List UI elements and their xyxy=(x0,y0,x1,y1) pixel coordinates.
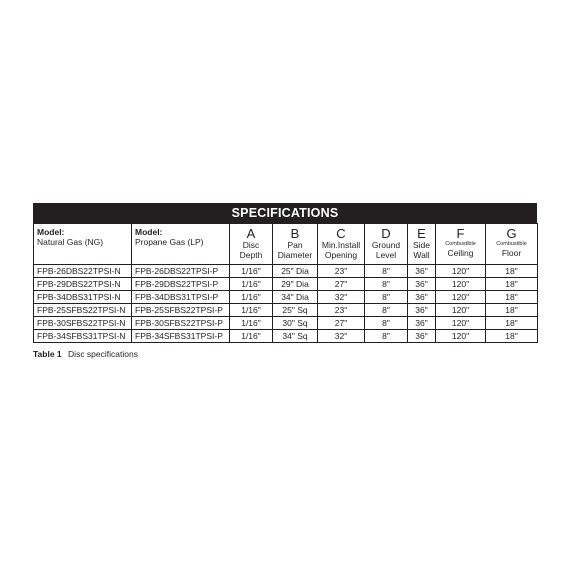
header-f-combustible-ceiling xyxy=(436,224,486,265)
table-row xyxy=(34,278,538,291)
side-wall-cell: 36" xyxy=(408,330,436,343)
ng-model-cell: FPB-29DBS22TPSI-N xyxy=(34,278,132,291)
combustible-ceiling-cell: 120" xyxy=(436,317,486,330)
table-row xyxy=(34,304,538,317)
ground-level-cell: 8" xyxy=(365,330,408,343)
specifications-table xyxy=(33,223,538,343)
combustible-ceiling-cell: 120" xyxy=(436,304,486,317)
table-row xyxy=(34,265,538,278)
header-e-side-wall xyxy=(408,224,436,265)
header-line1: Combustible xyxy=(496,241,527,247)
header-line1: Side xyxy=(412,240,430,250)
combustible-ceiling-cell: 120" xyxy=(436,278,486,291)
combustible-ceiling-cell: 120" xyxy=(436,265,486,278)
header-line2: Level xyxy=(375,250,397,260)
lp-model-cell: FPB-30SFBS22TPSI-P xyxy=(132,317,230,330)
combustible-ceiling-cell: 120" xyxy=(436,330,486,343)
side-wall-cell: 36" xyxy=(408,304,436,317)
side-wall-cell: 36" xyxy=(408,317,436,330)
header-letter: E xyxy=(417,226,426,241)
lp-model-value: Propane Gas (LP) xyxy=(135,237,204,247)
ground-level-cell: 8" xyxy=(365,265,408,278)
disc-depth-cell: 1/16" xyxy=(230,330,273,343)
pan-diameter-cell: 30" Sq xyxy=(273,317,318,330)
header-c-min-install-opening xyxy=(318,224,365,265)
header-line2: Ceiling xyxy=(447,248,474,258)
combustible-floor-cell: 18" xyxy=(486,265,538,278)
side-wall-cell: 36" xyxy=(408,278,436,291)
header-line2: Wall xyxy=(413,250,430,260)
header-letter: F xyxy=(456,226,465,241)
combustible-floor-cell: 18" xyxy=(486,330,538,343)
combustible-floor-cell: 18" xyxy=(486,317,538,330)
ground-level-cell: 8" xyxy=(365,278,408,291)
specifications-banner: SPECIFICATIONS xyxy=(33,203,537,223)
disc-depth-cell: 1/16" xyxy=(230,278,273,291)
header-b-pan-diameter xyxy=(273,224,318,265)
header-line1: Min.Install xyxy=(321,240,361,250)
header-line1: Ground xyxy=(371,240,401,250)
min-install-opening-cell: 27" xyxy=(318,317,365,330)
header-line1: Combustible xyxy=(445,241,476,247)
pan-diameter-cell: 34" Dia xyxy=(273,291,318,304)
header-letter: C xyxy=(336,226,346,241)
ground-level-cell: 8" xyxy=(365,304,408,317)
side-wall-cell: 36" xyxy=(408,291,436,304)
ng-model-cell: FPB-26DBS22TPSI-N xyxy=(34,265,132,278)
pan-diameter-cell: 34" Sq xyxy=(273,330,318,343)
ng-model-cell: FPB-34DBS31TPSI-N xyxy=(34,291,132,304)
table-row xyxy=(34,291,538,304)
disc-depth-cell: 1/16" xyxy=(230,291,273,304)
min-install-opening-cell: 23" xyxy=(318,304,365,317)
ng-model-label: Model: xyxy=(37,227,65,237)
header-letter: D xyxy=(381,226,391,241)
table-row xyxy=(34,317,538,330)
pan-diameter-cell: 29" Dia xyxy=(273,278,318,291)
disc-depth-cell: 1/16" xyxy=(230,265,273,278)
min-install-opening-cell: 27" xyxy=(318,278,365,291)
header-propane-gas-model xyxy=(132,224,230,265)
table-row xyxy=(34,330,538,343)
header-letter: B xyxy=(290,226,300,241)
header-a-disc-depth xyxy=(230,224,273,265)
combustible-ceiling-cell: 120" xyxy=(436,291,486,304)
pan-diameter-cell: 25" Dia xyxy=(273,265,318,278)
ng-model-cell: FPB-30SFBS22TPSI-N xyxy=(34,317,132,330)
lp-model-cell: FPB-34DBS31TPSI-P xyxy=(132,291,230,304)
ng-model-value: Natural Gas (NG) xyxy=(37,237,104,247)
pan-diameter-cell: 25" Sq xyxy=(273,304,318,317)
min-install-opening-cell: 32" xyxy=(318,330,365,343)
table-caption xyxy=(33,349,537,359)
lp-model-cell: FPB-25SFBS22TPSI-P xyxy=(132,304,230,317)
side-wall-cell: 36" xyxy=(408,265,436,278)
combustible-floor-cell: 18" xyxy=(486,291,538,304)
min-install-opening-cell: 32" xyxy=(318,291,365,304)
lp-model-cell: FPB-26DBS22TPSI-P xyxy=(132,265,230,278)
ground-level-cell: 8" xyxy=(365,291,408,304)
lp-model-label: Model: xyxy=(135,227,163,237)
min-install-opening-cell: 23" xyxy=(318,265,365,278)
header-line2: Floor xyxy=(501,248,522,258)
caption-label: Table 1 xyxy=(33,349,62,359)
header-letter: G xyxy=(506,226,517,241)
caption-text: Disc specifications xyxy=(68,349,138,359)
combustible-floor-cell: 18" xyxy=(486,278,538,291)
header-letter: A xyxy=(246,226,256,241)
header-line1: Pan xyxy=(287,240,303,250)
lp-model-cell: FPB-29DBS22TPSI-P xyxy=(132,278,230,291)
header-line1: Disc xyxy=(242,240,260,250)
specifications-section xyxy=(33,203,537,359)
disc-depth-cell: 1/16" xyxy=(230,304,273,317)
ng-model-cell: FPB-34SFBS31TPSI-N xyxy=(34,330,132,343)
header-line2: Depth xyxy=(239,250,263,260)
combustible-floor-cell: 18" xyxy=(486,304,538,317)
disc-depth-cell: 1/16" xyxy=(230,317,273,330)
header-row xyxy=(34,224,538,265)
header-line2: Diameter xyxy=(277,250,313,260)
header-line2: Opening xyxy=(324,250,358,260)
lp-model-cell: FPB-34SFBS31TPSI-P xyxy=(132,330,230,343)
header-natural-gas-model xyxy=(34,224,132,265)
header-d-ground-level xyxy=(365,224,408,265)
header-g-combustible-floor xyxy=(486,224,538,265)
ground-level-cell: 8" xyxy=(365,317,408,330)
ng-model-cell: FPB-25SFBS22TPSI-N xyxy=(34,304,132,317)
